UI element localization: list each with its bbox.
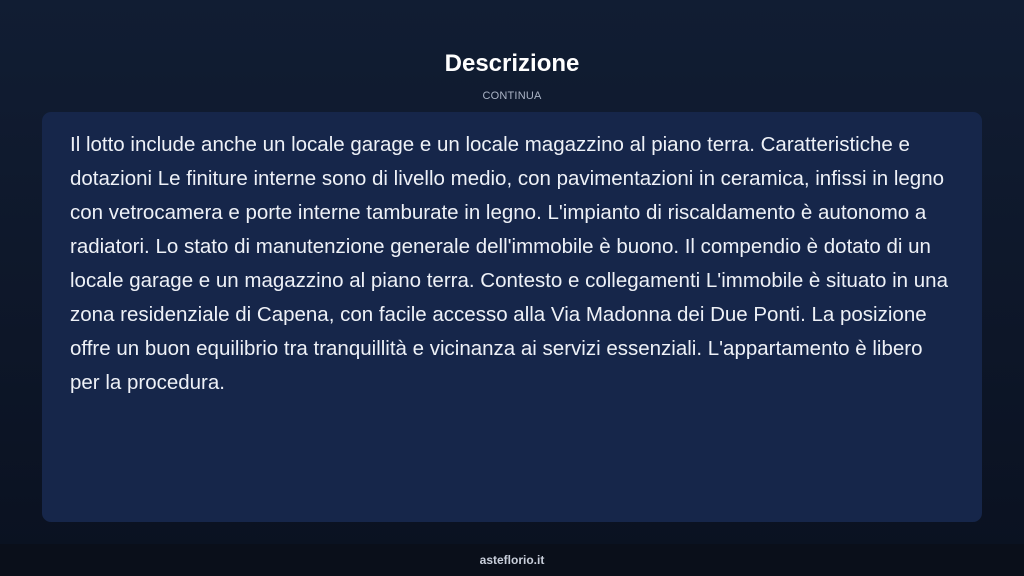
description-card	[42, 112, 982, 522]
footer	[0, 544, 1024, 576]
continuation-label: CONTINUA	[482, 90, 542, 102]
description-text: Il lotto include anche un locale garage e un locale magazzino al piano terra. Caratteristiche e dotazioni Le finiture interne sono di livello medio, con pavimentazioni in ceramica, infissi in legno con vetrocamera e porte interne tamburate in legno. L'impianto di riscaldamento è autonomo a radiatori. Lo stato di manutenzione generale dell'immobile è buono. Il compendio è dotato di un locale garage e un magazzino al piano terra. Contesto e collegamenti L'immobile è situato in una zona residenziale di Capena, con facile accesso alla Via Madonna dei Due Ponti. La posizione offre un buon equilibrio tra tranquillità e vicinanza ai servizi essenziali. L'appartamento è libero per la procedura.	[70, 133, 948, 394]
page-title: Descrizione	[444, 50, 580, 77]
footer-site-name: asteflorio.it	[479, 553, 545, 567]
